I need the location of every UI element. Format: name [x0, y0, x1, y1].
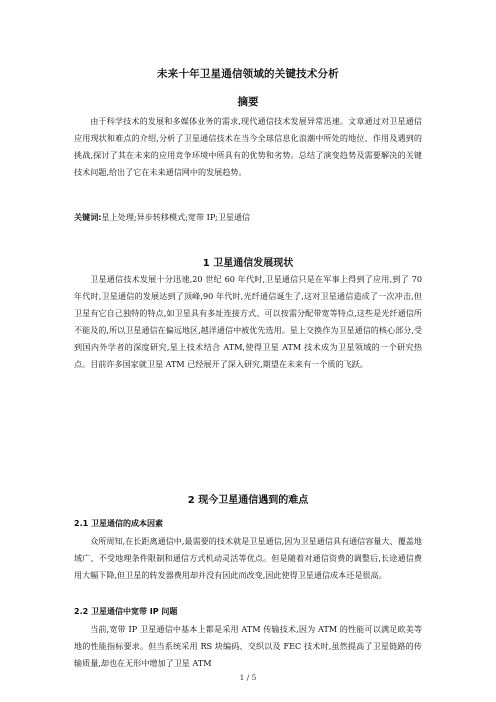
subsection-2-1-heading: 2.1 卫星通信的成本因素 — [74, 519, 163, 528]
keywords-text: 星上处理;异步转移模式;宽带 IP;卫星通信 — [101, 212, 251, 222]
subsection-2-1-text: 众所周知,在长距离通信中,最需要的技术就是卫星通信,因为卫星通信具有通信容量大、覆盖地域广、不受地理条件限制和通信方式机动灵活等优点。但是随着对通信资费的调整后,长途通信费用大幅下降,但卫星的转发器费用却并没有因此而改变,因此使得卫星通信成本还是很高。 — [74, 536, 422, 580]
keywords-label: 关键词: — [74, 212, 102, 222]
section-2-heading: 2 现今卫星通信遇到的难点 — [187, 495, 309, 506]
abstract-text: 由于科学技术的发展和多媒体业务的需求,现代通信技术发展异常迅速。文章通过对卫星通信应用现状和难点的介绍,分析了卫星通信技术在当今全球信息化浪潮中所处的地位、作用及遇到的挑战,探讨了其在未来的应用竞争环境中所具有的优势和劣势。总结了演变趋势及需要解决的关键技术问题,给出了它在未来通信网中的发展趋势。 — [74, 116, 422, 177]
section-1-heading: 1 卫星通信发展现状 — [202, 258, 294, 269]
keywords-line — [74, 209, 422, 226]
subsection-2-2-heading: 2.2 卫星通信中宽带 IP 问题 — [74, 607, 178, 616]
section-1-text: 卫星通信技术发展十分迅速,20 世纪 60 年代时,卫星通信只是在军事上得到了应用,到了 70 年代时,卫星通信的发展达到了顶峰,90 年代时,光纤通信诞生了,这对卫星通信造成了一次冲击,但卫星有它自己独特的特点,如卫星具有多址连接方式、可以按需分配带宽等特点,这些是光纤通信所不能及的,所以卫星通信在偏远地区,越洋通信中被优先选用。星上交换作为卫星通信的核心部分,受到国内外学者的深度研究,星上技术结合 ATM,使得卫星 ATM 技术成为卫星领域的一个研究热点。目前许多国家就卫星 ATM 已经展开了深入研究,期望在未来有一个质的飞跃。 — [74, 274, 422, 369]
subsection-2-2-text: 当前,宽带 IP 卫星通信中基本上都是采用 ATM 传输技术,因为 ATM 的性能可以满足欧美等地的性能指标要求。但当系统采用 RS 块编码、交织以及 FEC 技术时,虽然提高了卫星链路的传输质量,却也在无形中增加了卫星 ATM — [74, 624, 422, 668]
page-indicator: 1 / 5 — [239, 673, 257, 682]
document-title: 未来十年卫星通信领域的关键技术分析 — [157, 68, 339, 80]
abstract-heading: 摘要 — [237, 96, 259, 108]
